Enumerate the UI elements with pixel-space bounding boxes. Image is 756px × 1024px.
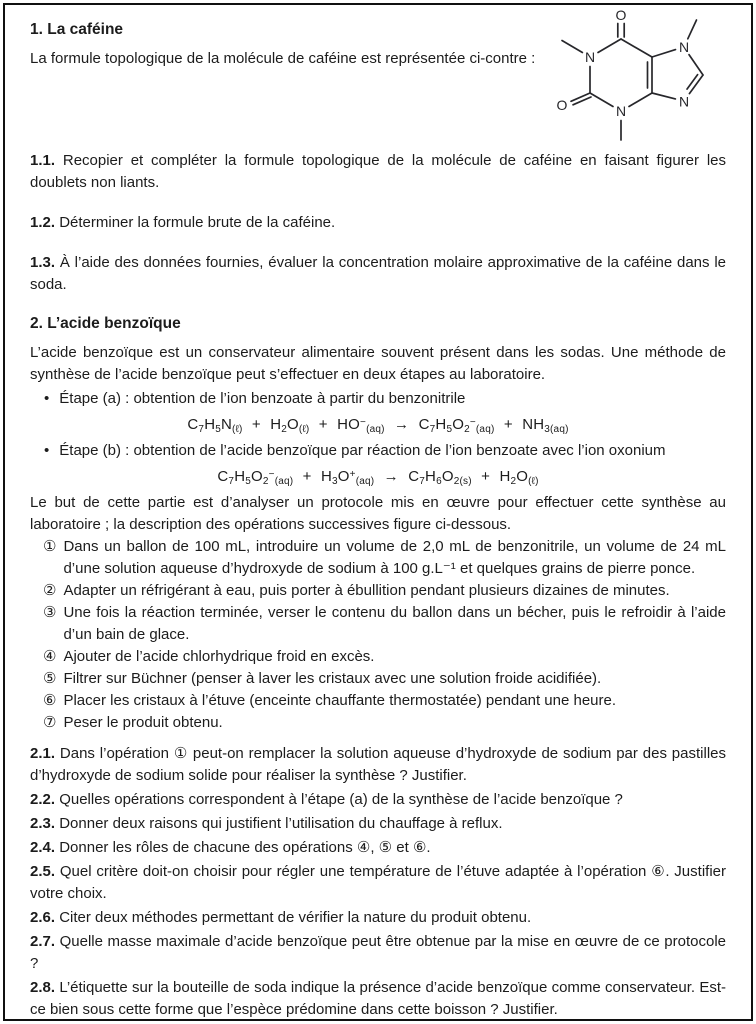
- question-2-4: [30, 837, 726, 859]
- atom-label-o6: O: [615, 7, 627, 23]
- exam-page: [3, 3, 753, 1021]
- atom-label-o2: O: [556, 97, 568, 113]
- question-1-2: [30, 212, 726, 234]
- step-b-line: [30, 440, 726, 462]
- section-1-heading: 1. La caféine: [30, 21, 124, 38]
- question-2-1: [30, 743, 726, 787]
- question-number: 2.1.: [30, 745, 56, 762]
- question-text: À l’aide des données fournies, évaluer la concentration molaire approximative de la caféine dans le soda.: [30, 254, 726, 293]
- operation-number: ⑦: [43, 714, 57, 731]
- atom-label-n9: N: [678, 93, 690, 110]
- operation-number: ③: [43, 604, 57, 621]
- operation-text: Une fois la réaction terminée, verser le contenu du ballon dans un bécher, puis le refroidir à l’aide d’un bain de glace.: [63, 604, 726, 643]
- bullet-icon: •: [44, 390, 50, 407]
- step-b-label: Étape (b) : obtention de l’acide benzoïque par réaction de l’ion benzoate avec l’ion oxonium: [59, 442, 666, 459]
- question-text: Citer deux méthodes permettant de vérifier la nature du produit obtenu.: [59, 909, 532, 926]
- question-text: Donner les rôles de chacune des opérations ④, ⑤ et ⑥.: [59, 839, 431, 856]
- section-1: [30, 7, 726, 296]
- question-2-2: [30, 789, 726, 811]
- question-text: Quel critère doit-on choisir pour régler une température de l’étuve adaptée à l’opération ⑥. Justifier votre choix.: [30, 863, 726, 902]
- question-text: L’étiquette sur la bouteille de soda indique la présence d’acide benzoïque comme conservateur. Est-ce bien sous cette forme que l’espèce prédomine dans cette boisson ? Justifier.: [30, 979, 727, 1018]
- question-2-5: [30, 861, 726, 905]
- question-1-3: [30, 252, 726, 296]
- operation-number: ①: [43, 538, 57, 555]
- question-text: Recopier et compléter la formule topologique de la molécule de caféine en faisant figurer les doublets non liants.: [30, 152, 726, 191]
- question-text: Quelle masse maximale d’acide benzoïque peut être obtenue par la mise en œuvre de ce protocole ?: [30, 933, 727, 972]
- equation-step-b: $C_7H_5O_2^-_{(aq)} + H_3O^+_{(aq)} \to C_7H_6O_{2(s)} + H_2O_{(\ell)}$: [217, 468, 539, 487]
- equation-step-a: $C_7H_5N_{(\ell)} + H_2O_{(\ell)} + HO^-_{(aq)} \to C_7H_5O_2^-_{(aq)} + NH_{3(aq)}$: [187, 416, 569, 435]
- question-number: 1.1.: [30, 152, 56, 169]
- section-2: [30, 314, 726, 1021]
- step-a-line: [30, 388, 726, 410]
- operation-text: Adapter un réfrigérant à eau, puis porter à ébullition pendant plusieurs dizaines de minutes.: [63, 582, 670, 599]
- question-text: Donner deux raisons qui justifient l’utilisation du chauffage à reflux.: [59, 815, 503, 832]
- question-2-3: [30, 813, 726, 835]
- question-number: 2.2.: [30, 791, 56, 808]
- operation-number: ⑤: [43, 670, 57, 687]
- question-number: 2.8.: [30, 979, 56, 996]
- caffeine-molecule-figure: [546, 7, 736, 157]
- operation-6: [30, 690, 726, 712]
- question-text: Quelles opérations correspondent à l’étape (a) de la synthèse de l’acide benzoïque ?: [59, 791, 623, 808]
- question-2-8: [30, 977, 726, 1021]
- step-a-label: Étape (a) : obtention de l’ion benzoate à partir du benzonitrile: [59, 390, 466, 407]
- question-number: 2.6.: [30, 909, 56, 926]
- caffeine-structure-icon: [546, 7, 736, 157]
- operation-5: [30, 668, 726, 690]
- operation-1: [30, 536, 726, 580]
- section-2-intro: L’acide benzoïque est un conservateur alimentaire souvent présent dans les sodas. Une méthode de synthèse de l’acide benzoïque peut s’effectuer en deux étapes au laboratoire.: [30, 344, 726, 383]
- atom-label-n1: N: [584, 49, 596, 65]
- operation-2: [30, 580, 726, 602]
- operation-number: ⑥: [43, 692, 57, 709]
- operation-4: [30, 646, 726, 668]
- question-number: 2.5.: [30, 863, 56, 880]
- operation-text: Peser le produit obtenu.: [63, 714, 223, 731]
- question-2-7: [30, 931, 726, 975]
- operation-number: ②: [43, 582, 57, 599]
- bullet-icon: •: [44, 442, 50, 459]
- section-2-heading: 2. L’acide benzoïque: [30, 315, 181, 332]
- operation-3: [30, 602, 726, 646]
- question-text: Dans l’opération ① peut-on remplacer la solution aqueuse d’hydroxyde de sodium par des pastilles d’hydroxyde de sodium solide pour réaliser la synthèse ? Justifier.: [30, 745, 727, 784]
- operation-text: Placer les cristaux à l’étuve (enceinte chauffante thermostatée) pendant une heure.: [63, 692, 617, 709]
- question-number: 2.7.: [30, 933, 56, 950]
- operation-number: ④: [43, 648, 57, 665]
- question-text: Déterminer la formule brute de la caféine.: [59, 214, 336, 231]
- operation-text: Ajouter de l’acide chlorhydrique froid en excès.: [63, 648, 375, 665]
- atom-label-n3: N: [615, 103, 627, 119]
- operation-7: [30, 712, 726, 734]
- question-number: 1.3.: [30, 254, 56, 271]
- section-1-intro: La formule topologique de la molécule de caféine est représentée ci-contre :: [30, 50, 536, 67]
- question-2-6: [30, 907, 726, 929]
- operation-text: Dans un ballon de 100 mL, introduire un volume de 2,0 mL de benzonitrile, un volume de 24 mL d’une solution aqueuse d’hydroxyde de sodium à 100 g.L⁻¹ et quelques grains de pierre ponce.: [63, 538, 726, 577]
- question-number: 1.2.: [30, 214, 56, 231]
- protocol-intro: Le but de cette partie est d’analyser un protocole mis en œuvre pour effectuer cette synthèse au laboratoire ; la description des opérations successives figure ci-dessous.: [30, 494, 726, 533]
- question-number: 2.3.: [30, 815, 56, 832]
- question-number: 2.4.: [30, 839, 56, 856]
- operation-text: Filtrer sur Büchner (penser à laver les cristaux avec une solution froide acidifiée).: [63, 670, 602, 687]
- atom-label-n7: N: [678, 39, 690, 55]
